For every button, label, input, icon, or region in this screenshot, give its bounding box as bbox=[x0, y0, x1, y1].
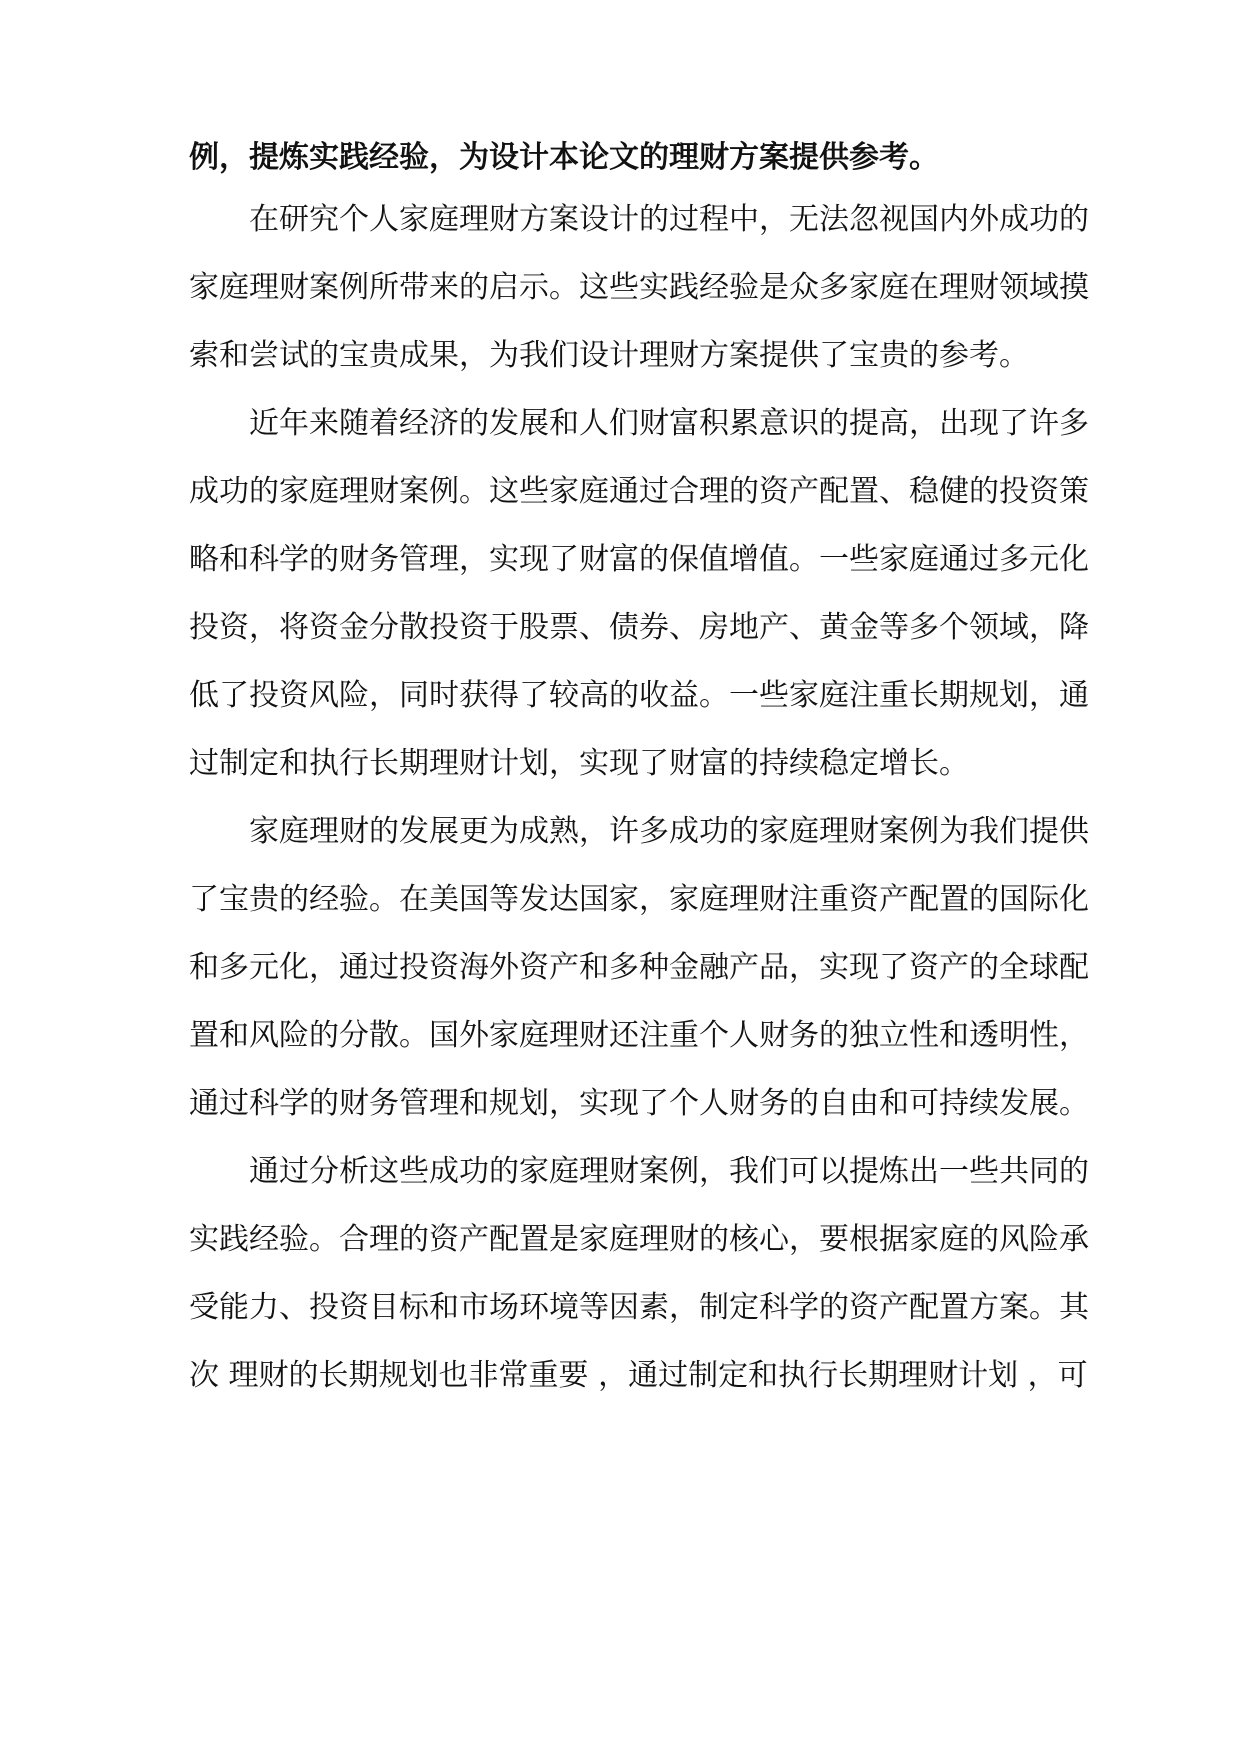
paragraph-1-line-1: 在研究个人家庭理财方案设计的过程中，无法忽视国内外成功的 bbox=[249, 202, 1089, 237]
paragraph-1-line-2: 家庭理财案例所带来的启示。这些实践经验是众多家庭在理财领域摸 bbox=[189, 270, 1089, 305]
paragraph-3-line-1: 家庭理财的发展更为成熟，许多成功的家庭理财案例为我们提供 bbox=[249, 814, 1089, 849]
paragraph-4-line-1: 通过分析这些成功的家庭理财案例，我们可以提炼出一些共同的 bbox=[249, 1154, 1089, 1189]
paragraph-2-line-4: 投资，将资金分散投资于股票、债券、房地产、黄金等多个领域，降 bbox=[189, 610, 1089, 645]
paragraph-4-line-4: 次 理财的长期规划也非常重要 ，通过制定和执行长期理财计划 ，可 bbox=[189, 1358, 1088, 1393]
paragraph-3-line-2: 了宝贵的经验。在美国等发达国家，家庭理财注重资产配置的国际化 bbox=[189, 882, 1089, 917]
paragraph-2-line-5: 低了投资风险，同时获得了较高的收益。一些家庭注重长期规划，通 bbox=[189, 678, 1089, 713]
paragraph-3-line-3: 和多元化，通过投资海外资产和多种金融产品，实现了资产的全球配 bbox=[189, 950, 1089, 985]
paragraph-2-line-6: 过制定和执行长期理财计划，实现了财富的持续稳定增长。 bbox=[189, 746, 969, 781]
paragraph-4-line-3: 受能力、投资目标和市场环境等因素，制定科学的资产配置方案。其 bbox=[189, 1290, 1089, 1325]
paragraph-1-line-3: 索和尝试的宝贵成果，为我们设计理财方案提供了宝贵的参考。 bbox=[189, 338, 1029, 373]
heading-continuation-line: 例，提炼实践经验，为设计本论文的理财方案提供参考。 bbox=[189, 140, 939, 175]
paragraph-3-line-5: 通过科学的财务管理和规划，实现了个人财务的自由和可持续发展。 bbox=[189, 1086, 1089, 1121]
paragraph-2-line-3: 略和科学的财务管理，实现了财富的保值增值。一些家庭通过多元化 bbox=[189, 542, 1089, 577]
paragraph-2-line-2: 成功的家庭理财案例。这些家庭通过合理的资产配置、稳健的投资策 bbox=[189, 474, 1089, 509]
paragraph-2-line-1: 近年来随着经济的发展和人们财富积累意识的提高，出现了许多 bbox=[249, 406, 1089, 441]
paragraph-4-line-2: 实践经验。合理的资产配置是家庭理财的核心，要根据家庭的风险承 bbox=[189, 1222, 1089, 1257]
paragraph-3-line-4: 置和风险的分散。国外家庭理财还注重个人财务的独立性和透明性， bbox=[189, 1018, 1089, 1053]
